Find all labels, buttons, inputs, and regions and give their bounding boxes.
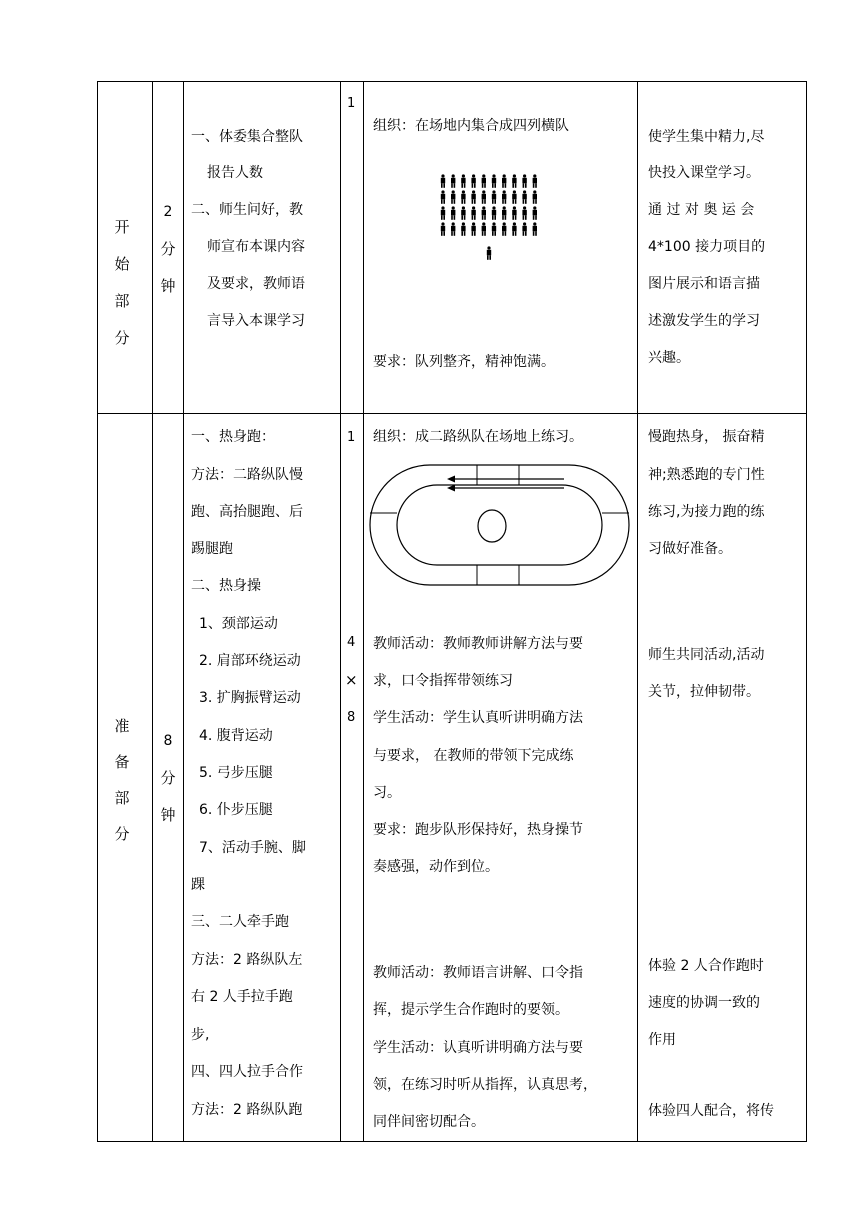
content-line: 方法：2 路纵队左 [191,952,303,968]
middle-line: 教师活动：教师语言讲解、口令指 [373,965,583,981]
table-border-top [97,81,807,82]
person-figure [502,190,506,203]
part-label-char: 准 [114,717,130,735]
person-figure [441,206,445,219]
person-figure [471,222,475,235]
person-figure [492,174,496,187]
count-char: 4 [347,635,356,650]
person-figure [441,190,445,203]
start-requirement: 要求：队列整齐，精神饱满。 [373,354,555,370]
person-figure [451,206,455,219]
person-figure [522,174,526,187]
part-label-char: 部 [114,292,130,310]
part-label-char: 备 [114,753,130,771]
middle-line: 要求：跑步队形保持好，热身操节 [373,822,583,838]
table-col-line [183,81,184,1142]
person-figure [533,206,537,219]
prep-organization: 组织：成二路纵队在场地上练习。 [373,429,583,445]
person-figure [451,222,455,235]
person-figure [502,174,506,187]
person-figure [461,206,465,219]
person-figure [533,190,537,203]
purpose-line: 习做好准备。 [648,541,732,557]
table-border-right [806,81,807,1142]
purpose-line: 体验四人配合，将传 [648,1103,774,1119]
time-label-char: 钟 [160,806,176,824]
content-line: 踢腿跑 [191,541,233,557]
purpose-line: 体验 2 人合作跑时 [648,958,764,974]
middle-line: 教师活动：教师教师讲解方法与要 [373,636,583,652]
person-figure [451,190,455,203]
person-figure [461,190,465,203]
purpose-line: 关节，拉伸韧带。 [648,684,760,700]
person-figure [492,206,496,219]
time-label-char: 2 [163,204,173,220]
part-label-char: 分 [114,825,130,843]
purpose-line: 师生共同活动,活动 [648,647,765,663]
content-line: 四、四人拉手合作 [191,1064,303,1080]
person-figure [471,174,475,187]
person-figure [533,222,537,235]
person-figure [471,190,475,203]
person-figure [502,206,506,219]
purpose-line: 述激发学生的学习 [648,313,760,329]
start-count: 1 [347,96,356,111]
content-line: 二、热身操 [191,578,261,594]
content-line: 跑、高抬腿跑、后 [191,504,303,520]
content-line: 2. 肩部环绕运动 [199,653,301,669]
person-figure [533,174,537,187]
person-figure [487,246,491,259]
time-label-char: 分 [160,769,176,787]
content-line: 言导入本课学习 [207,313,305,329]
middle-line: 求，口令指挥带领练习 [373,673,513,689]
start-organization: 组织：在场地内集合成四列横队 [373,118,569,134]
person-figure [451,174,455,187]
prep-count-top: 1 [347,430,356,445]
person-figure [482,206,486,219]
person-figure [512,174,516,187]
purpose-line: 兴趣。 [648,350,690,366]
middle-line: 与要求， 在教师的带领下完成练 [373,748,574,764]
purpose-line: 4*100 接力项目的 [648,239,766,255]
content-line: 一、体委集合整队 [191,129,303,145]
table-col-line [152,81,153,1142]
content-line: 5. 弓步压腿 [199,765,273,781]
part-label-char: 分 [114,329,130,347]
content-line: 二、师生问好，教 [191,202,303,218]
content-line: 师宣布本课内容 [207,239,305,255]
purpose-line: 使学生集中精力,尽 [648,129,765,145]
content-line: 3. 扩胸振臂运动 [199,690,301,706]
middle-line: 奏感强，动作到位。 [373,859,499,875]
table-col-line [637,81,638,1142]
person-figure [492,222,496,235]
time-label-char: 钟 [160,277,176,295]
purpose-line: 练习,为接力跑的练 [648,504,765,520]
person-figure [441,174,445,187]
person-figure [512,222,516,235]
content-line: 步, [191,1027,210,1043]
content-line: 4. 腹背运动 [199,728,273,744]
person-figure [461,222,465,235]
content-line: 1、颈部运动 [199,616,278,632]
content-line: 报告人数 [207,165,263,181]
content-line: 6. 仆步压腿 [199,802,273,818]
content-line: 踝 [191,877,205,893]
content-line: 一、热身跑： [191,429,275,445]
count-char: × [345,671,358,689]
middle-line: 同伴间密切配合。 [373,1114,485,1130]
purpose-line: 作用 [648,1032,676,1048]
person-figure [492,190,496,203]
purpose-line: 通 过 对 奥 运 会 [648,202,755,218]
content-line: 方法：二路纵队慢 [191,467,303,483]
part-label-char: 部 [114,789,130,807]
person-figure [522,206,526,219]
person-figure [482,190,486,203]
content-line: 及要求，教师语 [207,276,305,292]
purpose-line: 神;熟悉跑的专门性 [648,467,765,483]
person-figure [461,174,465,187]
person-figure [522,222,526,235]
time-label-char: 分 [160,240,176,258]
middle-line: 学生活动：学生认真听讲明确方法 [373,710,583,726]
middle-line: 学生活动：认真听讲明确方法与要 [373,1040,583,1056]
middle-line: 习。 [373,785,401,801]
person-figure [512,190,516,203]
count-char: 8 [347,710,356,725]
content-line: 方法：2 路纵队跑 [191,1102,303,1118]
person-figure [482,222,486,235]
table-border-bottom [97,1141,807,1142]
purpose-line: 图片展示和语言描 [648,276,760,292]
person-figure [471,206,475,219]
purpose-line: 速度的协调一致的 [648,995,760,1011]
content-line: 7、活动手腕、脚 [199,840,306,856]
time-label-char: 8 [163,733,173,749]
middle-line: 挥，提示学生合作跑时的要领。 [373,1002,569,1018]
part-label-char: 开 [114,218,130,236]
table-col-line [363,81,364,1142]
part-label-char: 始 [114,255,130,273]
purpose-line: 慢跑热身， 振奋精 [648,429,765,445]
table-col-line [97,81,98,1142]
person-figure [502,222,506,235]
purpose-line: 快投入课堂学习。 [648,165,760,181]
content-line: 右 2 人手拉手跑 [191,989,293,1005]
table-row-divider [97,413,807,414]
formation-diagram [435,170,545,266]
running-track-diagram [369,460,631,592]
person-figure [512,206,516,219]
middle-line: 领，在练习时听从指挥，认真思考， [373,1077,597,1093]
person-figure [522,190,526,203]
content-line: 三、二人牵手跑 [191,914,289,930]
person-figure [482,174,486,187]
table-col-line [340,81,341,1142]
person-figure [441,222,445,235]
